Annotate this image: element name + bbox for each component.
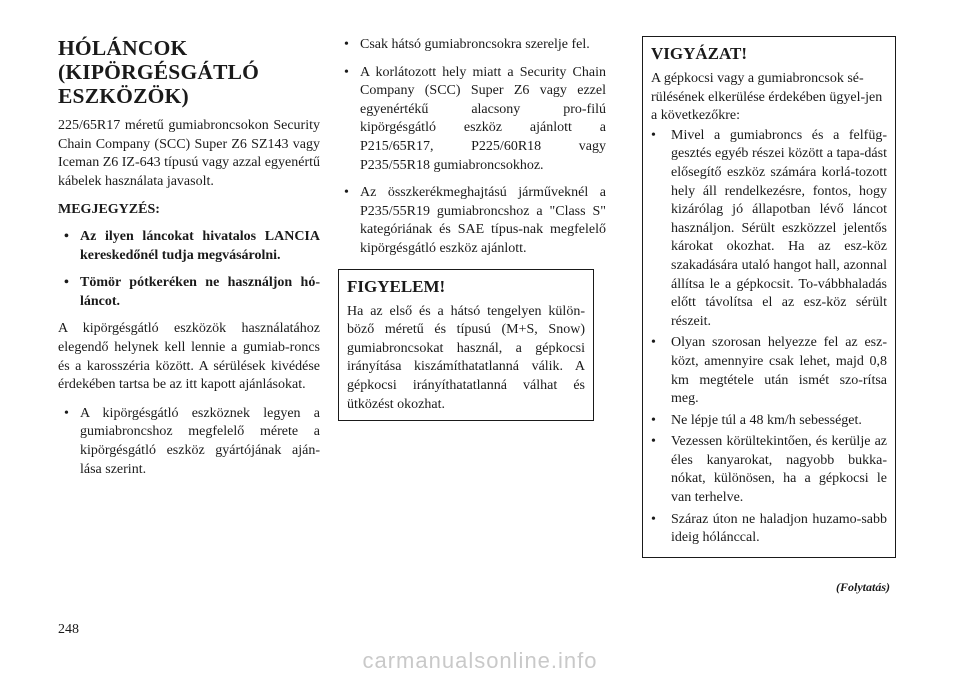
caution-intro: A gépkocsi vagy a gumiabroncsok sé-rülésének elkerülése érdekében ügyel-jen a következőkre: [651,71,883,124]
title-line: ESZKÖZÖK) [58,84,189,108]
warning-box [338,269,594,422]
watermark: carmanualsonline.info [362,648,598,673]
clearance-paragraph: A kipörgésgátló eszközök használatához elegendő helynek kell lennie a gumiab-roncs és a karosszéria között. A sérülések kivédése érdekében tartsa be az itt kapott ajánlásokat. [58,321,320,393]
list-item: • A korlátozott hely miatt a Security Chain Company (SCC) Super Z6 vagy ezzel egyenértékű alacsony pro-filú kipörgésgátló eszköz ajánlott a P215/65R17, P225/60R18 vagy P235/55R18 gumiabroncsokhoz. [344,64,606,173]
list-item: • Az összkerékmeghajtású járműveknél a P235/55R19 gumiabroncshoz a "Class S" kategóriának és SAE típus-nak megfelelő kipörgésgátló eszköz ajánlott. [344,185,606,256]
note-list [58,228,320,311]
title-line: (KIPÖRGÉSGÁTLÓ [58,60,260,84]
warning-text: Ha az első és a hátsó tengelyen külön-böző méretű és típusú (M+S, Snow) gumiabroncsokat használ, a gépkocsi irányítása kiszámíthatatlanná válik. A gépkocsi irányíthatatlanná válhat és ütközést okozhat. [347,303,585,412]
note-item: • Az ilyen láncokat hivatalos LANCIA kereskedőnél tudja megvásárolni. [64,228,320,263]
continued-label: (Folytatás) [836,580,890,594]
caution-item: • Száraz úton ne haladjon huzamo-sabb ideig hólánccal. [651,511,887,546]
caution-item: • Ne lépje túl a 48 km/h sebességet. [651,412,862,428]
list-item: • Csak hátsó gumiabroncsokra szerelje fel. [344,37,590,52]
caution-box [642,36,896,558]
page-number: 248 [58,622,79,637]
warning-title: FIGYELEM! [347,276,446,296]
section-title [58,36,320,108]
intro-paragraph: 225/65R17 méretű gumiabroncsokon Security Chain Company (SCC) Super Z6 SZ143 vagy Iceman Z6 IZ-643 típusú vagy azzal egyenértű kábelek használata javasolt. [58,118,321,189]
caution-item: • Olyan szorosan helyezze fel az esz-közt, amennyire csak lehet, majd 0,8 km megtétele után ismét szo-rítsa meg. [651,335,887,407]
caution-list [651,127,887,548]
column-right [642,36,896,558]
column-middle [338,36,606,421]
bullet-list-middle [338,36,606,259]
note-heading: MEGJEGYZÉS: [58,202,160,218]
list-item: • A kipörgésgátló eszköznek legyen a gumiabroncshoz megfelelő mérete a kipörgésgátló eszköz gyártójának aján-lása szerint. [64,405,320,477]
bullet-list-left [58,405,320,479]
column-left [58,36,320,488]
caution-item: • Vezessen körültekintően, és kerülje az éles kanyarokat, nagyobb bukka-nókat, különösen, ha a gépkocsi le van terhelve. [651,434,887,506]
title-line: HÓLÁNCOK [58,36,188,60]
caution-item: • Mivel a gumiabroncs és a felfüg-gesztés egyéb részei között a tapa-dást elősegítő eszköz számára korlá-tozott hely áll rendelkezésre, fontos, hogy kizárólag jó állapotban lévő láncot használjon. Sérült eszközzel jelentős károkat okozhat. Ha az esz-köz szakadására utaló hangot hall, azonnal állítsa le a gépkocsit. To-vábbhaladás előtt távolítsa el az esz-köz sérült részeit. [651,127,887,329]
caution-title: VIGYÁZAT! [651,44,748,63]
note-item: • Tömör pótkeréken ne használjon hó-láncot. [64,275,320,309]
